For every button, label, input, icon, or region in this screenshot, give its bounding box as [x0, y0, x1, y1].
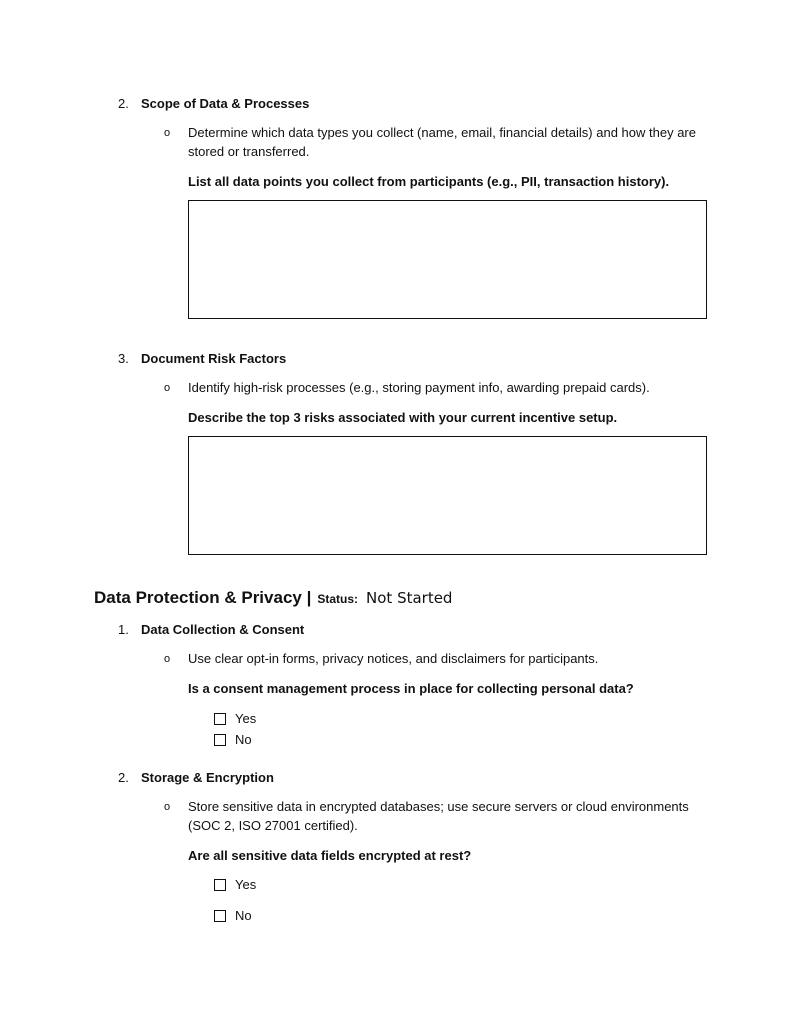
item-heading-encryption: Storage & Encryption — [141, 770, 274, 785]
scope-description — [188, 123, 728, 161]
encryption-option-no[interactable] — [214, 908, 252, 923]
status-value[interactable]: Not Started — [366, 589, 453, 607]
encryption-description-line: (SOC 2, ISO 27001 certified). — [188, 818, 358, 833]
encryption-option-yes[interactable] — [214, 877, 256, 892]
scope-description-line: Determine which data types you collect (name, email, financial details) and how they are — [188, 125, 696, 140]
option-label: Yes — [235, 877, 257, 892]
data-points-answer-box[interactable] — [188, 200, 707, 319]
encryption-prompt: Are all sensitive data fields encrypted at rest? — [188, 848, 472, 863]
encryption-description — [188, 797, 728, 835]
consent-option-no[interactable] — [214, 732, 252, 747]
checkbox-icon[interactable] — [214, 879, 226, 891]
checkbox-icon[interactable] — [214, 910, 226, 922]
risk-prompt: Describe the top 3 risks associated with your current incentive setup. — [188, 410, 618, 425]
status-label: Status: — [317, 592, 359, 606]
risks-answer-box[interactable] — [188, 436, 707, 555]
item-heading-risk: Document Risk Factors — [141, 351, 287, 366]
item-number: 2. — [118, 96, 129, 111]
bullet-marker: o — [164, 801, 171, 813]
item-number: 1. — [118, 622, 129, 637]
consent-description: Use clear opt-in forms, privacy notices, and disclaimers for participants. — [188, 651, 599, 666]
consent-prompt: Is a consent management process in place for collecting personal data? — [188, 681, 634, 696]
checkbox-icon[interactable] — [214, 734, 226, 746]
option-label: Yes — [235, 711, 257, 726]
bullet-marker: o — [164, 127, 171, 139]
item-heading-consent: Data Collection & Consent — [141, 622, 305, 637]
risk-description: Identify high-risk processes (e.g., storing payment info, awarding prepaid cards). — [188, 380, 650, 395]
option-label: No — [235, 908, 252, 923]
item-number: 3. — [118, 351, 129, 366]
section-header — [94, 588, 452, 608]
option-label: No — [235, 732, 252, 747]
scope-description-line: stored or transferred. — [188, 144, 310, 159]
bullet-marker: o — [164, 653, 171, 665]
item-heading-scope: Scope of Data & Processes — [141, 96, 310, 111]
bullet-marker: o — [164, 382, 171, 394]
section-title: Data Protection & Privacy | — [94, 588, 312, 607]
checkbox-icon[interactable] — [214, 713, 226, 725]
scope-prompt: List all data points you collect from participants (e.g., PII, transaction history). — [188, 174, 670, 189]
consent-option-yes[interactable] — [214, 711, 256, 726]
encryption-description-line: Store sensitive data in encrypted databases; use secure servers or cloud environments — [188, 799, 689, 814]
item-number: 2. — [118, 770, 129, 785]
